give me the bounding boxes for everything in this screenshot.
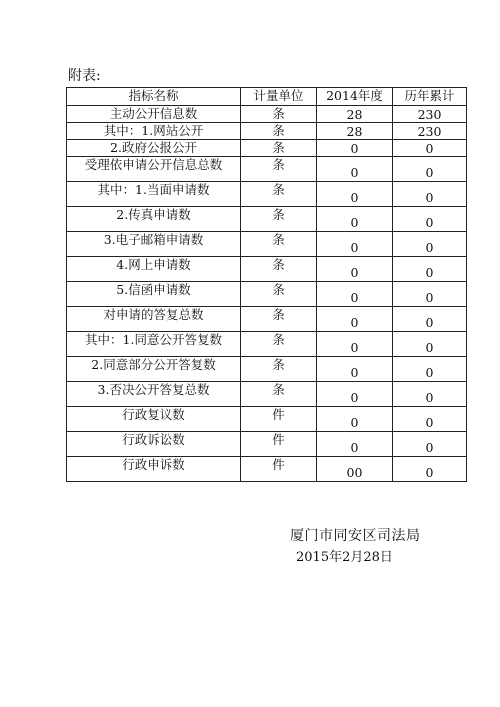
row-2014-value: 0 xyxy=(317,182,393,207)
row-name: 5.信函申请数 xyxy=(67,282,241,307)
attachment-label: 附表: xyxy=(68,68,101,84)
row-cumulative-value: 0 xyxy=(393,457,467,482)
table-row xyxy=(67,382,467,407)
row-unit: 件 xyxy=(241,432,317,457)
row-2014-value: 0 xyxy=(317,140,393,157)
row-name: 主动公开信息数 xyxy=(67,106,241,123)
statistics-table xyxy=(66,87,467,482)
row-name: 2.传真申请数 xyxy=(67,207,241,232)
column-header-2014: 2014年度 xyxy=(317,88,393,106)
row-2014-value: 0 xyxy=(317,257,393,282)
row-cumulative-value: 0 xyxy=(393,232,467,257)
table-row xyxy=(67,140,467,157)
row-cumulative-value: 0 xyxy=(393,432,467,457)
row-name: 其中：1.同意公开答复数 xyxy=(67,332,241,357)
row-2014-value: 28 xyxy=(317,106,393,123)
row-2014-value: 0 xyxy=(317,282,393,307)
row-unit: 件 xyxy=(241,407,317,432)
table-row xyxy=(67,157,467,182)
row-unit: 条 xyxy=(241,282,317,307)
row-unit: 条 xyxy=(241,232,317,257)
issue-date: 2015年2月28日 xyxy=(296,550,393,565)
table-row xyxy=(67,332,467,357)
row-name: 其中：1.网站公开 xyxy=(67,123,241,140)
row-name: 行政申诉数 xyxy=(67,457,241,482)
row-unit: 条 xyxy=(241,140,317,157)
row-unit: 条 xyxy=(241,207,317,232)
row-unit: 条 xyxy=(241,307,317,332)
row-unit: 条 xyxy=(241,357,317,382)
row-unit: 条 xyxy=(241,382,317,407)
row-2014-value: 0 xyxy=(317,207,393,232)
row-unit: 条 xyxy=(241,332,317,357)
row-2014-value: 28 xyxy=(317,123,393,140)
row-cumulative-value: 0 xyxy=(393,282,467,307)
row-name: 受理依申请公开信息总数 xyxy=(67,157,241,182)
row-unit: 条 xyxy=(241,123,317,140)
row-cumulative-value: 0 xyxy=(393,307,467,332)
row-cumulative-value: 0 xyxy=(393,407,467,432)
row-cumulative-value: 0 xyxy=(393,257,467,282)
row-name: 2.政府公报公开 xyxy=(67,140,241,157)
row-name: 4.网上申请数 xyxy=(67,257,241,282)
row-unit: 条 xyxy=(241,157,317,182)
row-unit: 条 xyxy=(241,257,317,282)
column-header-indicator: 指标名称 xyxy=(67,88,241,106)
column-header-unit: 计量单位 xyxy=(241,88,317,106)
row-2014-value: 0 xyxy=(317,232,393,257)
table-row xyxy=(67,357,467,382)
row-2014-value: 0 xyxy=(317,357,393,382)
row-unit: 条 xyxy=(241,106,317,123)
table-row xyxy=(67,407,467,432)
row-name: 行政复议数 xyxy=(67,407,241,432)
table-header-row xyxy=(67,88,467,106)
row-name: 对申请的答复总数 xyxy=(67,307,241,332)
table-row xyxy=(67,282,467,307)
row-name: 3.电子邮箱申请数 xyxy=(67,232,241,257)
table-row xyxy=(67,457,467,482)
row-name: 2.同意部分公开答复数 xyxy=(67,357,241,382)
row-cumulative-value: 0 xyxy=(393,382,467,407)
row-2014-value: 0 xyxy=(317,407,393,432)
row-cumulative-value: 0 xyxy=(393,357,467,382)
row-name: 其中：1.当面申请数 xyxy=(67,182,241,207)
row-cumulative-value: 0 xyxy=(393,182,467,207)
row-2014-value: 0 xyxy=(317,382,393,407)
row-name: 行政诉讼数 xyxy=(67,432,241,457)
row-unit: 条 xyxy=(241,182,317,207)
issuing-organization: 厦门市同安区司法局 xyxy=(290,528,421,544)
row-2014-value: 0 xyxy=(317,157,393,182)
row-cumulative-value: 0 xyxy=(393,207,467,232)
row-2014-value: 0 xyxy=(317,307,393,332)
table-row xyxy=(67,106,467,123)
row-cumulative-value: 0 xyxy=(393,140,467,157)
row-cumulative-value: 0 xyxy=(393,157,467,182)
row-2014-value: 0 xyxy=(317,332,393,357)
table-row xyxy=(67,232,467,257)
table-row xyxy=(67,123,467,140)
column-header-cumulative: 历年累计 xyxy=(393,88,467,106)
table-row xyxy=(67,257,467,282)
row-cumulative-value: 230 xyxy=(393,123,467,140)
row-unit: 件 xyxy=(241,457,317,482)
table-row xyxy=(67,432,467,457)
table-row xyxy=(67,182,467,207)
table-row xyxy=(67,207,467,232)
row-cumulative-value: 0 xyxy=(393,332,467,357)
row-2014-value: 00 xyxy=(317,457,393,482)
table-row xyxy=(67,307,467,332)
row-2014-value: 0 xyxy=(317,432,393,457)
row-cumulative-value: 230 xyxy=(393,106,467,123)
row-name: 3.否决公开答复总数 xyxy=(67,382,241,407)
